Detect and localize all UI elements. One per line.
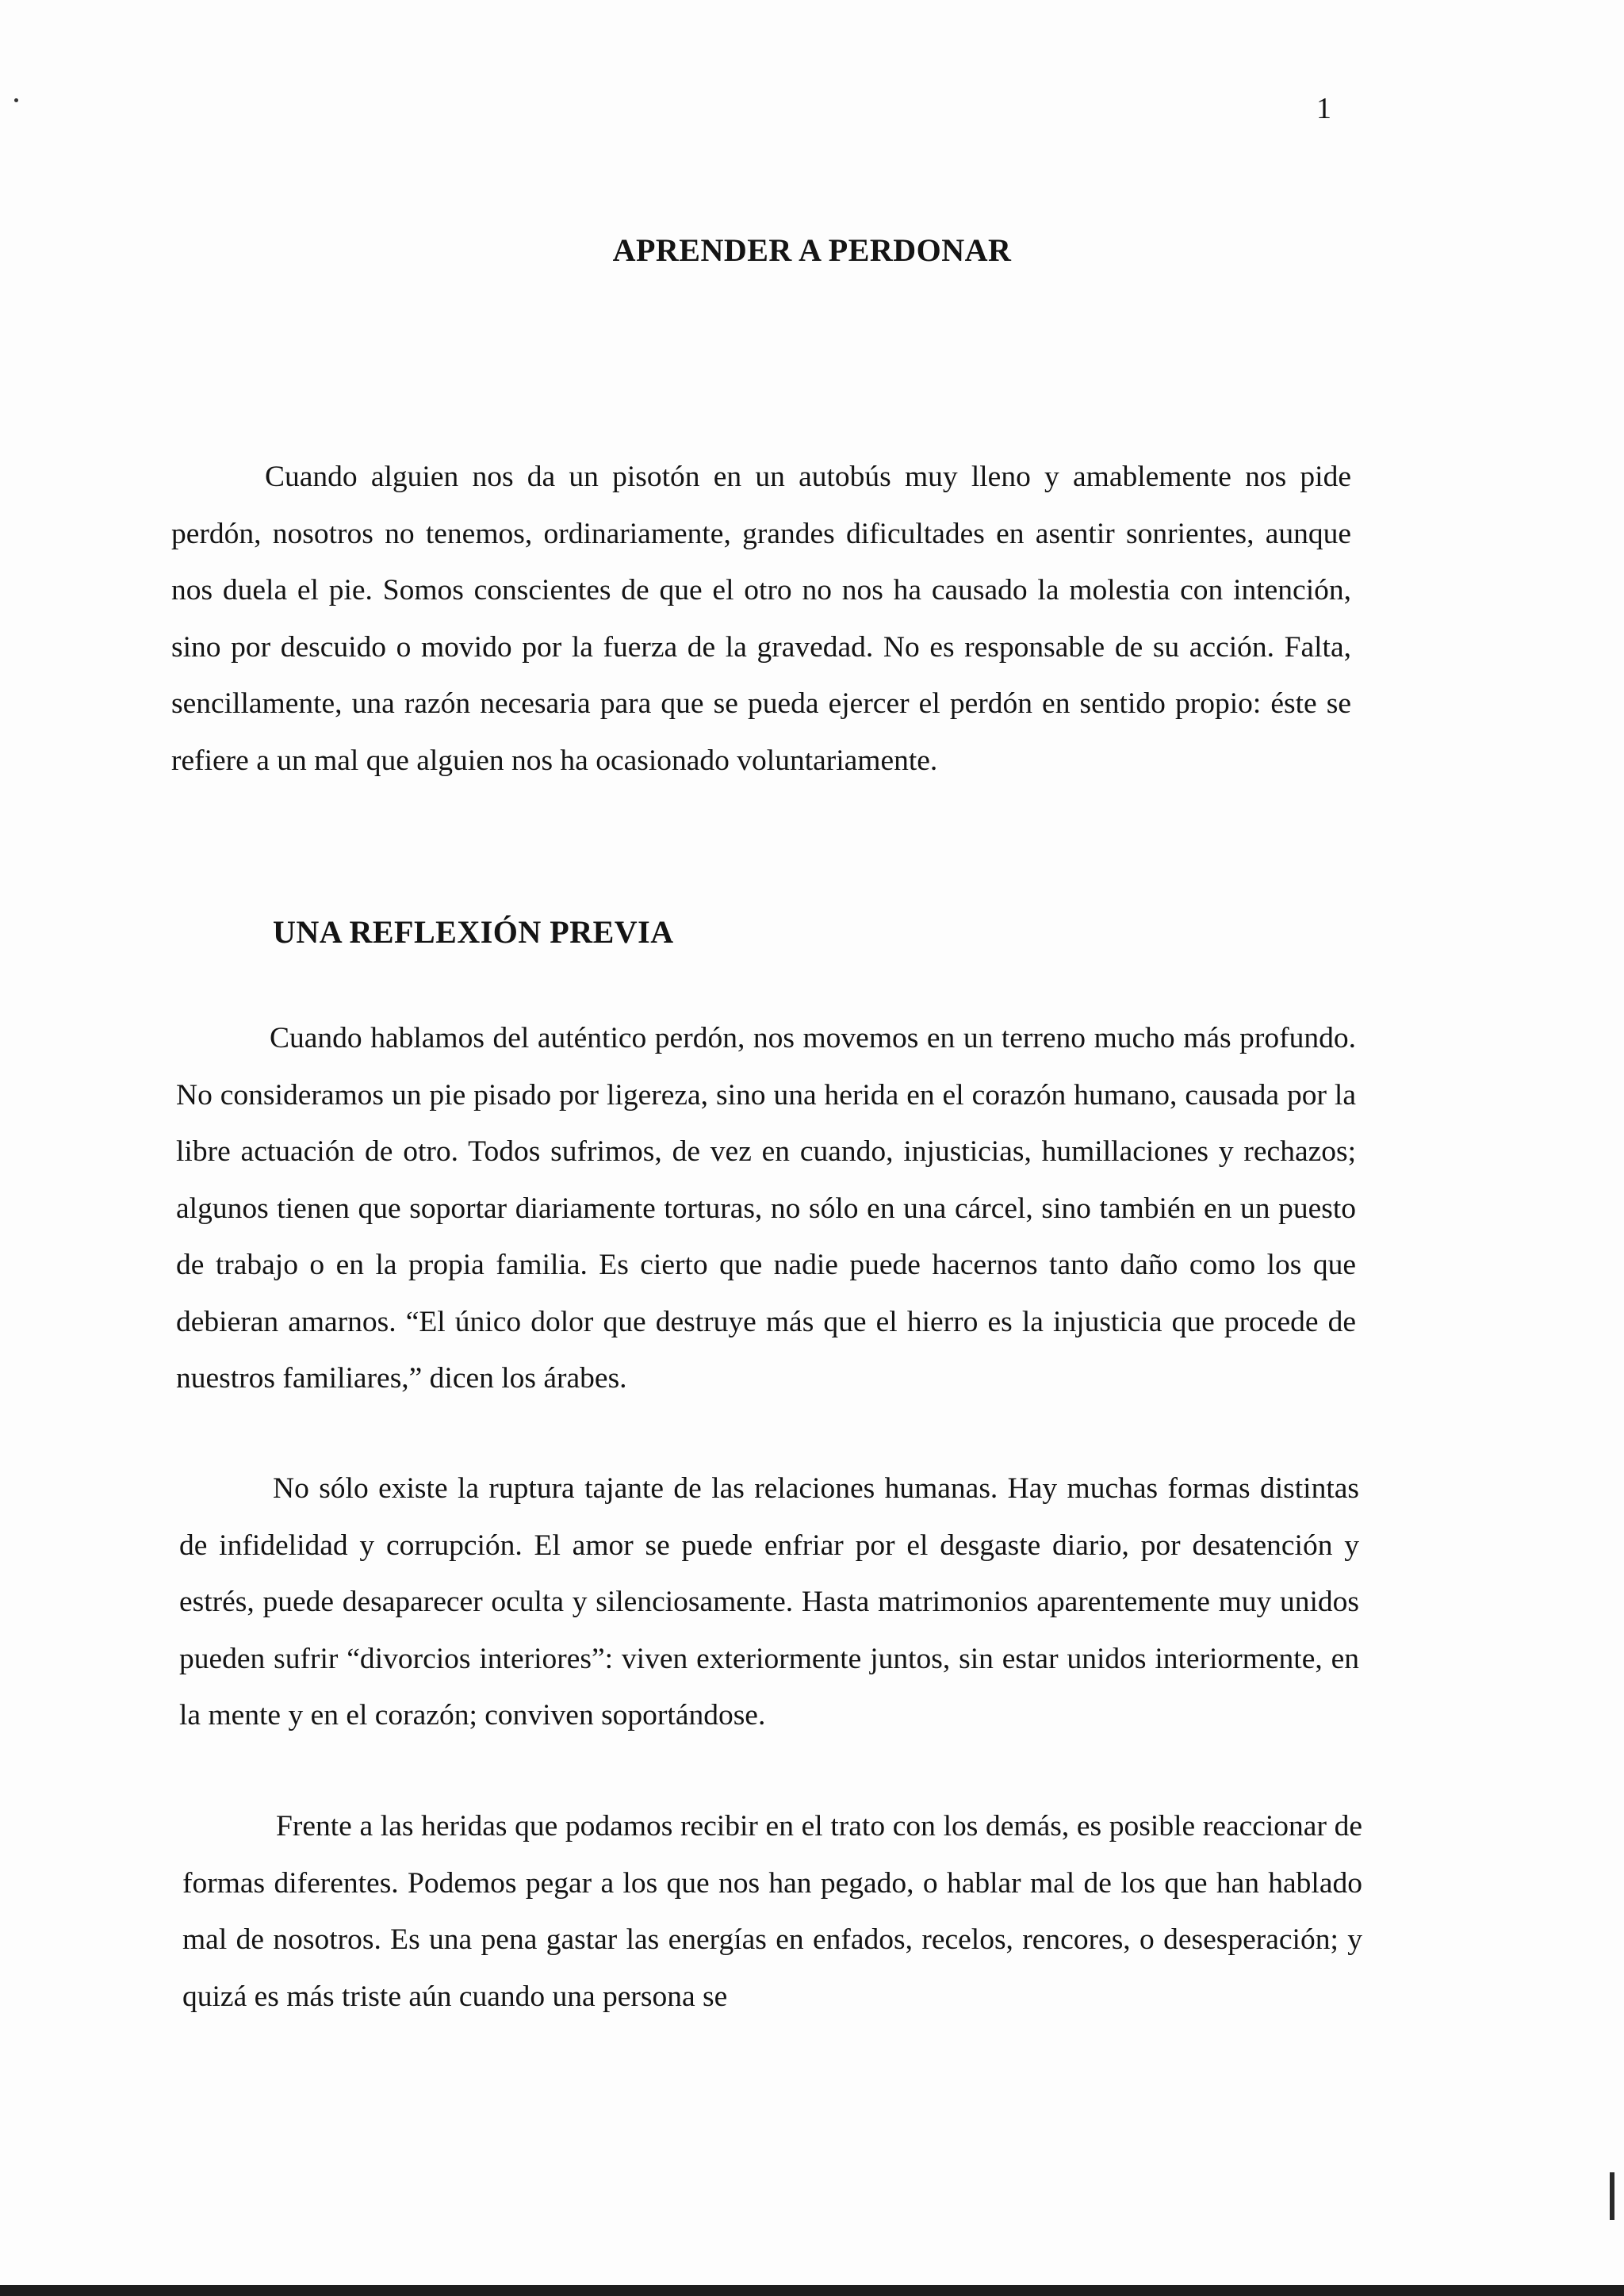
body-paragraph-2: No sólo existe la ruptura tajante de las relaciones humanas. Hay muchas formas distintas de infidelidad y corrupción. El amor se puede enfriar por el desgaste diario, por desatención y estrés, puede desaparecer oculta y silenciosamente. Hasta matrimonios aparentemente muy unidos pueden sufrir “divorcios interiores”: viven exteriormente juntos, sin estar unidos interiormente, en la mente y en el corazón; conviven soportándose.: [179, 1472, 1359, 1732]
document-title: APRENDER A PERDONAR: [612, 232, 1012, 268]
body-paragraph-1: Cuando hablamos del auténtico perdón, nos movemos en un terreno mucho más profundo. No consideramos un pie pisado por ligereza, sino una herida en el corazón humano, causada por la libre actuación de otro. Todos sufrimos, de vez en cuando, injusticias, humillaciones y rechazos; algunos tienen que soportar diariamente torturas, no sólo en una cárcel, sino también en un puesto de trabajo o en la propia familia. Es cierto que nadie puede hacernos tanto daño como los que debieran amarnos. “El único dolor que destruye más que el hierro es la injusticia que procede de nuestros familiares,” dicen los árabes.: [176, 1022, 1356, 1395]
scan-speck: [14, 98, 18, 102]
page-number: 1: [1316, 92, 1331, 125]
intro-paragraph: Cuando alguien nos da un pisotón en un autobús muy lleno y amablemente nos pide perdón, nosotros no tenemos, ordinariamente, grandes dificultades en asentir sonrientes, aunque nos duela el pie. Somos conscientes de que el otro no nos ha causado la molestia con intención, sino por descuido o movido por la fuerza de la gravedad. No es responsable de su acción. Falta, sencillamente, una razón necesaria para que se pueda ejercer el perdón en sentido propio: éste se refiere a un mal que alguien nos ha ocasionado voluntariamente.: [171, 461, 1351, 777]
scan-edge-mark: [1610, 2172, 1614, 2220]
section-heading: UNA REFLEXIÓN PREVIA: [273, 914, 674, 950]
body-paragraph-3: Frente a las heridas que podamos recibir en el trato con los demás, es posible reaccionar de formas diferentes. Podemos pegar a los que nos han pegado, o hablar mal de los que han hablado mal de nosotros. Es una pena gastar las energías en enfados, recelos, rencores, o desesperación; y quizá es más triste aún cuando una persona se: [182, 1810, 1362, 2013]
scan-bottom-edge: [0, 2285, 1624, 2296]
